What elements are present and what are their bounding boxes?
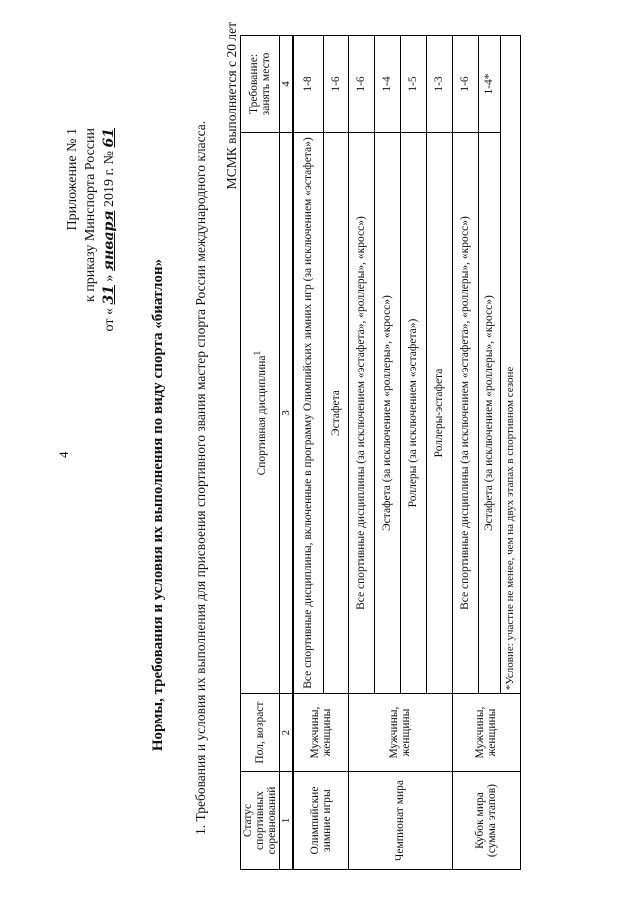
date-month: января <box>101 210 117 272</box>
place-cell: 1-6 <box>348 36 374 133</box>
table-row <box>348 36 374 870</box>
col-number: 2 <box>280 694 294 772</box>
page-number: 4 <box>56 451 71 458</box>
place-cell: 1-4* <box>478 36 500 133</box>
discipline-cell: Эстафета <box>323 132 348 693</box>
date-year: 2019 г. № <box>102 150 117 208</box>
date-day: 31 <box>101 285 117 305</box>
footnote-cell: *Условие: участие не менее, чем на двух этапах в спортивном сезоне <box>500 36 520 694</box>
place-cell: 1-3 <box>426 36 452 133</box>
document-title: Нормы, требования и условия их выполнения по виду спорта «биатлон» <box>150 258 166 752</box>
header-discipline <box>241 132 280 693</box>
gender-cell: Мужчины, женщины <box>348 694 452 772</box>
table-row <box>293 36 323 870</box>
header-footnote-mark: 1 <box>252 350 264 356</box>
status-cell: Кубок мира (сумма этапов) <box>452 772 520 870</box>
norms-table <box>240 35 521 870</box>
appendix-line1: Приложение № 1 <box>65 128 80 231</box>
col-number: 3 <box>280 132 294 693</box>
discipline-cell: Все спортивные дисциплины (за исключением «эстафета», «роллеры», «кросс») <box>348 132 374 693</box>
status-cell: Олимпийские зимние игры <box>293 772 348 870</box>
order-number: 61 <box>101 128 117 148</box>
gender-cell: Мужчины, женщины <box>452 694 520 772</box>
place-cell: 1-6 <box>452 36 478 133</box>
discipline-cell: Роллеры-эстафета <box>426 132 452 693</box>
msmk-note: МСМК выполняется с 20 лет <box>224 22 239 190</box>
table-row <box>452 36 478 870</box>
col-number: 1 <box>280 772 294 870</box>
header-discipline-label: Спортивная дисциплина <box>255 355 268 476</box>
status-cell: Чемпионат мира <box>348 772 452 870</box>
header-place: Требование: занять место <box>241 36 280 133</box>
appendix-line2: к приказу Минспорта России <box>83 128 98 302</box>
discipline-cell: Все спортивные дисциплины, включенные в программу Олимпийских зимних игр (за исключением «эстафета») <box>293 132 323 693</box>
column-number-row <box>280 36 294 870</box>
discipline-cell: Роллеры (за исключением «эстафета») <box>400 132 426 693</box>
header-status: Статус спортивных соревнований <box>241 772 280 870</box>
gender-cell: Мужчины, женщины <box>293 694 348 772</box>
date-prefix: от « <box>102 308 117 332</box>
place-cell: 1-8 <box>293 36 323 133</box>
discipline-cell: Эстафета (за исключением «роллеры», «кросс») <box>478 132 500 693</box>
col-number: 4 <box>280 36 294 133</box>
discipline-cell: Все спортивные дисциплины (за исключением «эстафета», «роллеры», «кросс») <box>452 132 478 693</box>
date-mid: » <box>102 274 117 282</box>
header-gender: Пол, возраст <box>241 694 280 772</box>
discipline-cell: Эстафета (за исключением «роллеры», «кросс») <box>374 132 400 693</box>
document-subtitle: 1. Требования и условия их выполнения для присвоения спортивного звания мастер спорта России международного класса. <box>193 120 208 835</box>
appendix-block <box>64 128 119 331</box>
place-cell: 1-6 <box>323 36 348 133</box>
place-cell: 1-4 <box>374 36 400 133</box>
place-cell: 1-5 <box>400 36 426 133</box>
appendix-date <box>100 128 119 331</box>
table-header-row <box>241 36 280 870</box>
